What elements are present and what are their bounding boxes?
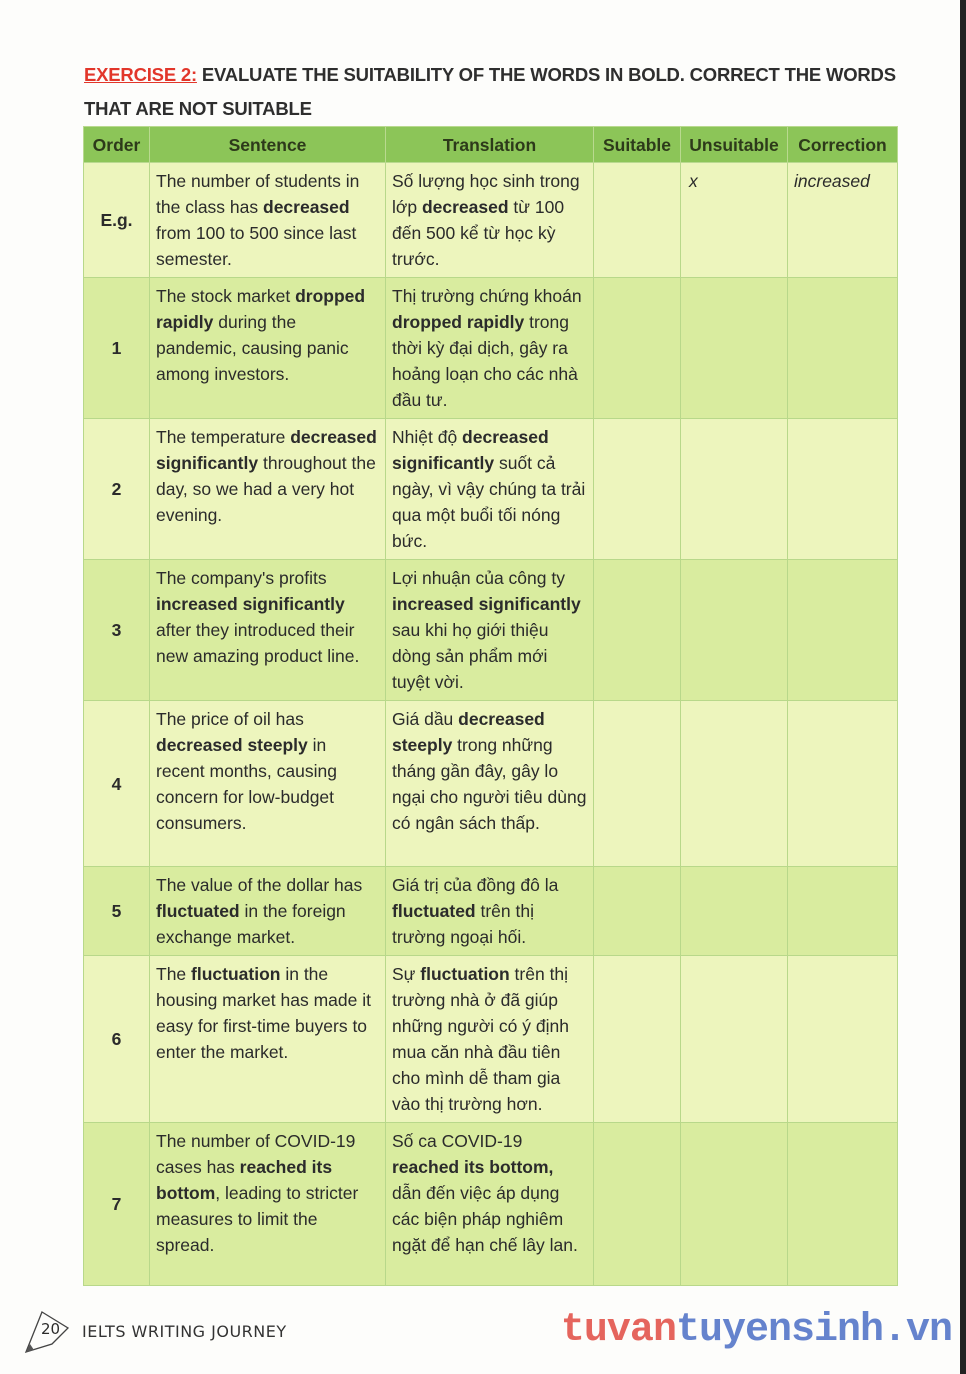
header-unsuitable: Unsuitable — [681, 127, 788, 163]
sentence-cell — [150, 1123, 386, 1286]
header-correction: Correction — [788, 127, 898, 163]
text-segment: from 100 to 500 since last semester. — [156, 223, 357, 269]
book-title: IELTS WRITING JOURNEY — [82, 1321, 287, 1341]
correction-cell — [788, 278, 898, 419]
table-row — [84, 560, 898, 701]
suitable-cell — [594, 560, 681, 701]
text-segment: từ 100 đến 500 kể từ học kỳ trước. — [392, 197, 565, 269]
text-segment: in recent months, causing concern for low-budget consumers. — [156, 735, 337, 833]
watermark-red: tuvan — [560, 1308, 676, 1353]
suitable-cell — [594, 1123, 681, 1286]
bold-phrase: fluctuated — [156, 901, 240, 921]
exercise-instruction: EVALUATE THE SUITABILITY OF THE WORDS IN BOLD. CORRECT THE WORDS THAT ARE NOT SUITABLE — [84, 64, 896, 119]
bold-phrase: decreased steeply — [392, 709, 545, 755]
text-segment: in the housing market has made it easy for first-time buyers to enter the market. — [156, 964, 371, 1062]
text-segment: The number of COVID-19 cases has — [156, 1131, 356, 1177]
translation-cell — [386, 419, 594, 560]
table-row — [84, 956, 898, 1123]
sentence-cell — [150, 701, 386, 867]
unsuitable-cell — [681, 1123, 788, 1286]
pencil-page-icon — [22, 1308, 72, 1354]
table-row — [84, 701, 898, 867]
bold-phrase: fluctuation — [420, 964, 510, 984]
bold-phrase: decreased — [263, 197, 350, 217]
order-cell: 3 — [84, 560, 150, 701]
exercise-title — [84, 58, 904, 126]
text-segment: Số lượng học sinh trong lớp — [392, 171, 580, 217]
bold-phrase: decreased steeply — [156, 735, 308, 755]
text-segment: dẫn đến việc áp dụng các biện pháp nghiêm ngặt để hạn chế lây lan. — [392, 1183, 578, 1255]
correction-cell — [788, 867, 898, 956]
correction-cell — [788, 419, 898, 560]
translation-cell — [386, 1123, 594, 1286]
bold-phrase: increased significantly — [156, 594, 345, 614]
suitable-cell — [594, 956, 681, 1123]
text-segment: trong thời kỳ đại dịch, gây ra hoảng loạn cho các nhà đầu tư. — [392, 312, 578, 410]
exercise-label: EXERCISE 2: — [84, 64, 197, 85]
text-segment: The stock market — [156, 286, 296, 306]
sentence-cell — [150, 867, 386, 956]
text-segment: Giá trị của đồng đô la — [392, 875, 559, 895]
text-segment: The temperature — [156, 427, 291, 447]
watermark-blue: tuyensinh.vn — [675, 1308, 952, 1353]
watermark-logo — [561, 1308, 952, 1354]
text-segment: The — [156, 964, 192, 984]
sentence-cell — [150, 163, 386, 278]
order-cell: 4 — [84, 701, 150, 867]
text-segment: The company's profits — [156, 568, 327, 588]
text-segment: Nhiệt độ — [392, 427, 463, 447]
bold-phrase: fluctuation — [191, 964, 281, 984]
table-row — [84, 1123, 898, 1286]
text-segment: during the pandemic, causing panic among investors. — [156, 312, 349, 384]
unsuitable-cell — [681, 560, 788, 701]
text-segment: Giá dầu — [392, 709, 459, 729]
suitable-cell — [594, 867, 681, 956]
translation-cell — [386, 163, 594, 278]
text-segment: Thị trường chứng khoán — [392, 286, 582, 306]
bold-phrase: reached its bottom — [156, 1157, 333, 1203]
order-cell: 6 — [84, 956, 150, 1123]
sentence-cell — [150, 278, 386, 419]
bold-phrase: dropped rapidly — [392, 312, 525, 332]
order-cell: 2 — [84, 419, 150, 560]
text-segment: suốt cả ngày, vì vậy chúng ta trải qua một buổi tối nóng bức. — [392, 453, 586, 551]
unsuitable-cell: x — [681, 163, 788, 278]
unsuitable-cell — [681, 419, 788, 560]
header-translation: Translation — [386, 127, 594, 163]
text-segment: trên thị trường ngoại hối. — [392, 901, 534, 947]
table-row — [84, 163, 898, 278]
table-header-row — [84, 127, 898, 163]
correction-cell — [788, 956, 898, 1123]
suitable-cell — [594, 163, 681, 278]
sentence-cell — [150, 560, 386, 701]
header-order: Order — [84, 127, 150, 163]
suitable-cell — [594, 419, 681, 560]
suitable-cell — [594, 701, 681, 867]
order-cell: E.g. — [84, 163, 150, 278]
bold-phrase: increased significantly — [392, 594, 581, 614]
header-suitable: Suitable — [594, 127, 681, 163]
table-row — [84, 278, 898, 419]
translation-cell — [386, 278, 594, 419]
page-number: 20 — [41, 1320, 61, 1338]
text-segment: after they introduced their new amazing product line. — [156, 620, 360, 666]
table-row — [84, 419, 898, 560]
bold-phrase: dropped rapidly — [156, 286, 366, 332]
correction-cell — [788, 1123, 898, 1286]
bold-phrase: decreased — [421, 197, 509, 217]
text-segment: trên thị trường nhà ở đã giúp những người có ý định mua căn nhà đầu tiên cho mình dễ tham gia vào thị trường hơn. — [392, 964, 569, 1114]
unsuitable-cell — [681, 867, 788, 956]
unsuitable-cell — [681, 278, 788, 419]
unsuitable-cell — [681, 956, 788, 1123]
correction-cell — [788, 701, 898, 867]
suitable-cell — [594, 278, 681, 419]
text-segment: , leading to stricter measures to limit the spread. — [156, 1183, 359, 1255]
order-cell: 7 — [84, 1123, 150, 1286]
bold-phrase: decreased significantly — [156, 427, 377, 473]
text-segment: Số ca COVID-19 — [392, 1131, 523, 1151]
bold-phrase: fluctuated — [392, 901, 476, 921]
sentence-cell — [150, 419, 386, 560]
text-segment: Sự — [392, 964, 421, 984]
footer — [22, 1308, 952, 1354]
table-row — [84, 867, 898, 956]
text-segment: sau khi họ giới thiệu dòng sản phẩm mới tuyệt vời. — [392, 620, 549, 692]
page-edge — [960, 0, 966, 1374]
bold-phrase: reached its bottom, — [392, 1157, 554, 1177]
text-segment: Lợi nhuận của công ty — [392, 568, 565, 588]
order-cell: 5 — [84, 867, 150, 956]
translation-cell — [386, 867, 594, 956]
bold-phrase: decreased significantly — [392, 427, 549, 473]
text-segment: trong những tháng gần đây, gây lo ngại cho người tiêu dùng có ngân sách thấp. — [392, 735, 587, 833]
order-cell: 1 — [84, 278, 150, 419]
text-segment: in the foreign exchange market. — [156, 901, 346, 947]
header-sentence: Sentence — [150, 127, 386, 163]
correction-cell: increased — [788, 163, 898, 278]
text-segment: The price of oil has — [156, 709, 304, 729]
text-segment: throughout the day, so we had a very hot evening. — [156, 453, 376, 525]
exercise-table — [83, 126, 898, 1286]
text-segment: The value of the dollar has — [156, 875, 363, 895]
correction-cell — [788, 560, 898, 701]
translation-cell — [386, 560, 594, 701]
sentence-cell — [150, 956, 386, 1123]
text-segment: The number of students in the class has — [156, 171, 360, 217]
translation-cell — [386, 956, 594, 1123]
translation-cell — [386, 701, 594, 867]
unsuitable-cell — [681, 701, 788, 867]
